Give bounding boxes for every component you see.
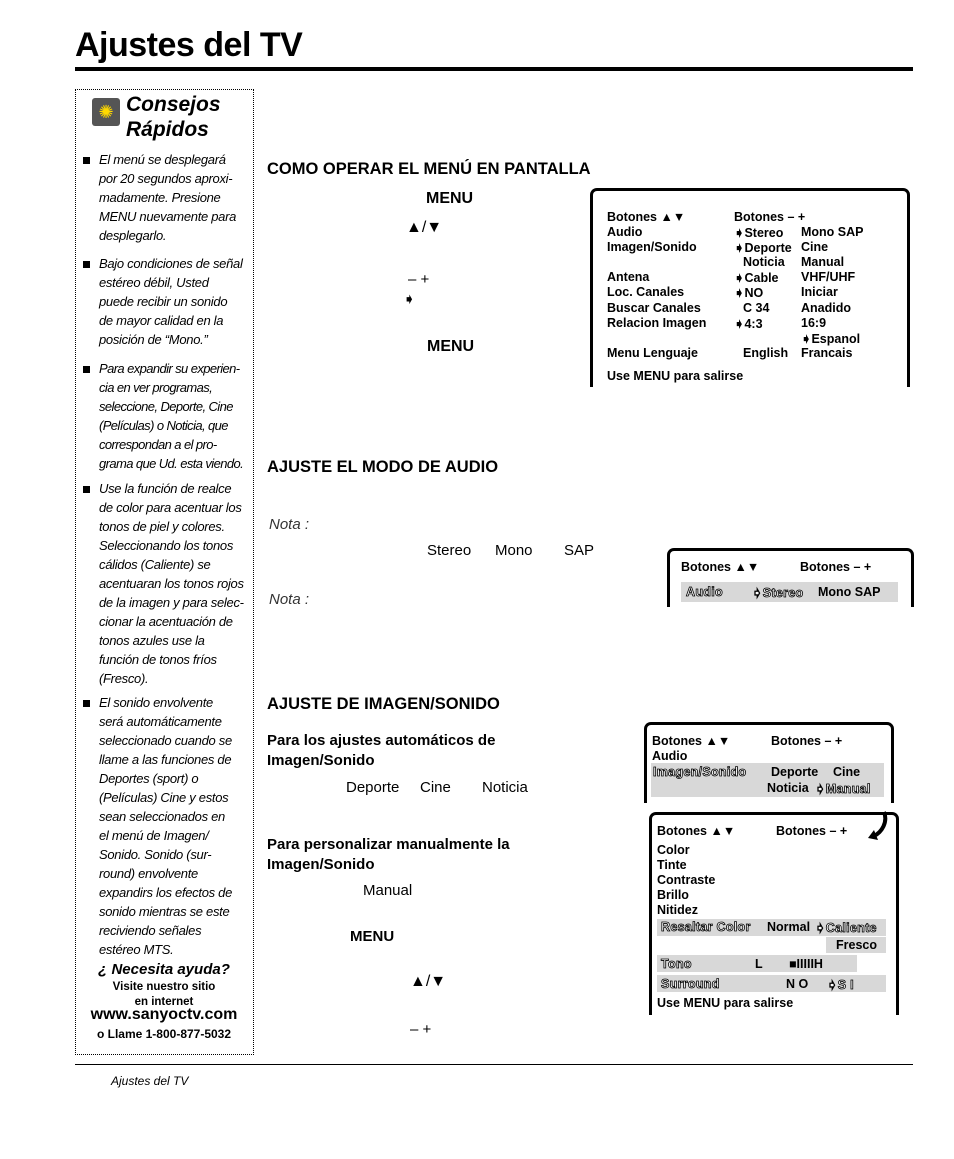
panel3-deporte: Deporte [771,765,819,779]
panel1-row-c1: C 34 [743,300,770,315]
menu-key-label-2: MENU [427,338,475,355]
panel1-row-c1: Noticia [743,255,785,270]
panel1-row-label: Loc. Canales [607,285,685,300]
panel4-item-contraste: Contraste [657,873,716,887]
panel1-header-left: Botones ▲▼ [607,210,686,224]
menu-key-label-3: MENU [350,928,395,945]
panel1-row-label: Antena [607,270,650,285]
tip-bullet [83,261,90,268]
tip-line: de color para acentuar los [99,500,242,515]
panel1-row-c1: ➧Cable [734,271,779,286]
tip-line: reciviendo señales [99,923,202,938]
tip-bullet [83,700,90,707]
panel1-row-c1: ➧Stereo [734,226,784,240]
panel4-item-nitidez: Nitidez [657,903,698,917]
subheading-auto [267,731,495,771]
help-line: en internet [134,996,194,1008]
panel1-row-c2: Iniciar [801,285,838,300]
help-phone: o Llame 1-800-877-5032 [96,1027,232,1041]
panel3-cine: Cine [833,765,861,779]
panel1-row-c2: Francais [801,345,853,360]
arrow-keys-label: ▲/▼ [406,219,443,236]
audio-mode-sap: SAP [564,542,595,559]
panel1-row-c2: Mono SAP [801,225,864,239]
tip-2 [99,254,249,349]
panel1-row-c2: Cine [801,240,829,255]
panel1-row-c2: Anadido [801,300,851,315]
panel1-header-right: Botones – + [734,210,806,224]
minus-plus-label-2: – + [410,1021,432,1038]
panel2-stereo-selected: ➧Stereo [752,586,804,600]
tip-line: sonido mientras se este [99,904,230,919]
tip-line: cia en ver programas, [99,380,213,395]
note-label-1: Nota : [269,516,310,533]
subheading-line: Imagen/Sonido [267,856,375,873]
tip-line: el menú de Imagen/ [99,828,209,843]
tip-line: tonos azules use la [99,633,205,648]
tip-line: de mayor calidad en la [99,313,224,328]
bottom-rule [75,1064,913,1065]
panel3-header-right: Botones – + [771,734,843,748]
tip-line: Sonido. Sonido (sur- [99,847,212,862]
help-title: ¿ Necesita ayuda? [98,961,230,978]
tip-line: El menú se desplegará [99,152,226,167]
tip-line: (Fresco). [99,671,149,686]
panel4-tono-label: Tono [661,957,692,971]
panel1-row-c1: ➧NO [734,286,764,301]
tip-line: por 20 segundos aproxi- [99,171,233,186]
panel2-header-right: Botones – + [800,560,872,574]
panel4-realce-normal: Normal [767,920,811,934]
panel1-row-c1: ➧4:3 [734,316,763,331]
subheading-manual [267,835,510,875]
tip-line: Use la función de realce [99,481,232,496]
tip-line: cionar la acentuación de [99,614,233,629]
title-rule [75,67,913,71]
tip-line: será automáticamente [99,714,222,729]
tips-title-line1: Consejos [126,93,221,116]
tip-line: sean seleccionados en [99,809,225,824]
tip-line: estéreo débil, Usted [99,275,209,290]
panel4-item-color: Color [657,843,690,857]
page-title: Ajustes del TV [75,26,303,64]
tip-4 [99,479,249,688]
tip-line: Deportes (sport) o [99,771,199,786]
panel3-audio: Audio [652,749,688,763]
panel1-row-c1: ➧Deporte [734,241,792,256]
section-heading-audio: AJUSTE EL MODO DE AUDIO [267,458,499,476]
panel1-row-label: Buscar Canales [607,300,701,315]
panel4-header-right: Botones – + [776,824,848,838]
note-label-2: Nota : [269,591,310,608]
tip-line: Seleccionando los tonos [99,538,234,553]
subheading-line: Para personalizar manualmente la [267,836,510,853]
tip-line: posición de “Mono.” [99,332,208,347]
tip-line: expandirs los efectos de [99,885,232,900]
tip-line: tonos de piel y colores. [99,519,225,534]
panel3-header-left: Botones ▲▼ [652,734,731,748]
panel3-noticia: Noticia [767,781,809,795]
panel4-footer: Use MENU para salirse [657,996,794,1010]
tip-line: estéreo MTS. [99,942,174,957]
menu-key-label: MENU [426,190,474,207]
preset-noticia: Noticia [482,779,528,796]
section-heading-picture: AJUSTE DE IMAGEN/SONIDO [267,695,500,713]
panel4-surround-label: Surround [661,977,720,991]
tips-title [126,92,246,142]
panel4-item-tinte: Tinte [657,858,687,872]
audio-mode-stereo: Stereo [427,542,472,559]
tip-bullet [83,157,90,164]
preset-deporte: Deporte [346,779,400,796]
tip-line: puede recibir un sonido [99,294,228,309]
preset-cine: Cine [420,779,451,796]
panel1-row-c2: ➧Espanol [801,331,861,346]
tip-line: MENU nuevamente para [99,209,237,224]
tip-line: (Películas) o Noticia, que [99,418,228,433]
panel3-manual-selected: ➧Manual [815,782,871,796]
curved-arrow-icon [866,810,888,840]
tip-line: acentuaran los tonos rojos [99,576,244,591]
panel1-row-c2: VHF/UHF [801,270,856,285]
panel4-tono-l: L [755,957,763,971]
panel4-items [657,843,715,918]
tip-line: round) envolvente [99,866,198,881]
help-line: Visite nuestro sitio [112,981,216,993]
audio-mode-mono: Mono [495,542,533,559]
panel1-row-label: Imagen/Sonido [607,240,697,255]
tip-line: correspondan a el pro- [99,437,217,452]
tip-line: seleccione, Deporte, Cine [99,399,233,414]
panel2-mono-sap: Mono SAP [818,585,881,599]
page-footer: Ajustes del TV [111,1074,189,1088]
tip-line: grama que Ud. esta viendo. [99,456,244,471]
subheading-line: Para los ajustes automáticos de [267,732,496,749]
tip-line: Bajo condiciones de señal [99,256,243,271]
tips-title-line2: Rápidos [126,118,209,141]
tip-line: cálidos (Caliente) se [99,557,211,572]
panel4-realce-caliente: ➧Caliente [815,921,877,935]
lightbulb-glyph: ✺ [98,102,114,122]
panel4-item-brillo: Brillo [657,888,689,902]
panel1-row-label: Relacion Imagen [607,315,707,330]
panel3-imagen-label: Imagen/Sonido [653,765,747,779]
tip-line: seleccionado cuando se [99,733,232,748]
pointer-icon: ➧ [403,291,416,308]
tip-line: El sonido envolvente [99,695,213,710]
tip-3 [99,359,249,473]
tip-line: (Películas) Cine y estos [99,790,229,805]
arrow-keys-label-2: ▲/▼ [410,973,447,990]
panel4-surround-no: N O [786,977,809,991]
tip-line: función de tonos fríos [99,652,217,667]
section-heading-menu: COMO OPERAR EL MENÚ EN PANTALLA [267,160,591,178]
tip-line: Para expandir su experien- [99,361,240,376]
panel1-row-label: Audio [607,225,643,239]
subheading-line: Imagen/Sonido [267,752,375,769]
help-url-link[interactable]: www.sanyoctv.com [90,1006,238,1023]
panel4-header-left: Botones ▲▼ [657,824,736,838]
panel4-realce-fresco: Fresco [836,938,877,952]
tip-line: llame a las funciones de [99,752,232,767]
panel4-surround-si: ➧S I [827,978,854,992]
panel1-row-c2: 16:9 [801,315,827,330]
tip-line: desplegarlo. [99,228,167,243]
panel2-audio-label: Audio [686,585,723,599]
panel1-row-c2: Manual [801,255,845,270]
panel1-row-label: Menu Lenguaje [607,345,698,360]
tip-5 [99,693,249,959]
manual-label: Manual [363,882,413,899]
panel4-tono-slider: ■IIIIIH [789,957,823,971]
panel1-row-c1: English [743,345,789,360]
panel4-realce-label: Resaltar Color [661,920,751,934]
tip-bullet [83,366,90,373]
tip-line: madamente. Presione [99,190,221,205]
minus-plus-label: – + [408,271,430,288]
tip-line: de la imagen y para selec- [99,595,244,610]
tip-bullet [83,486,90,493]
panel2-header-left: Botones ▲▼ [681,560,760,574]
tip-1 [99,150,249,245]
panel1-footer: Use MENU para salirse [607,369,744,383]
